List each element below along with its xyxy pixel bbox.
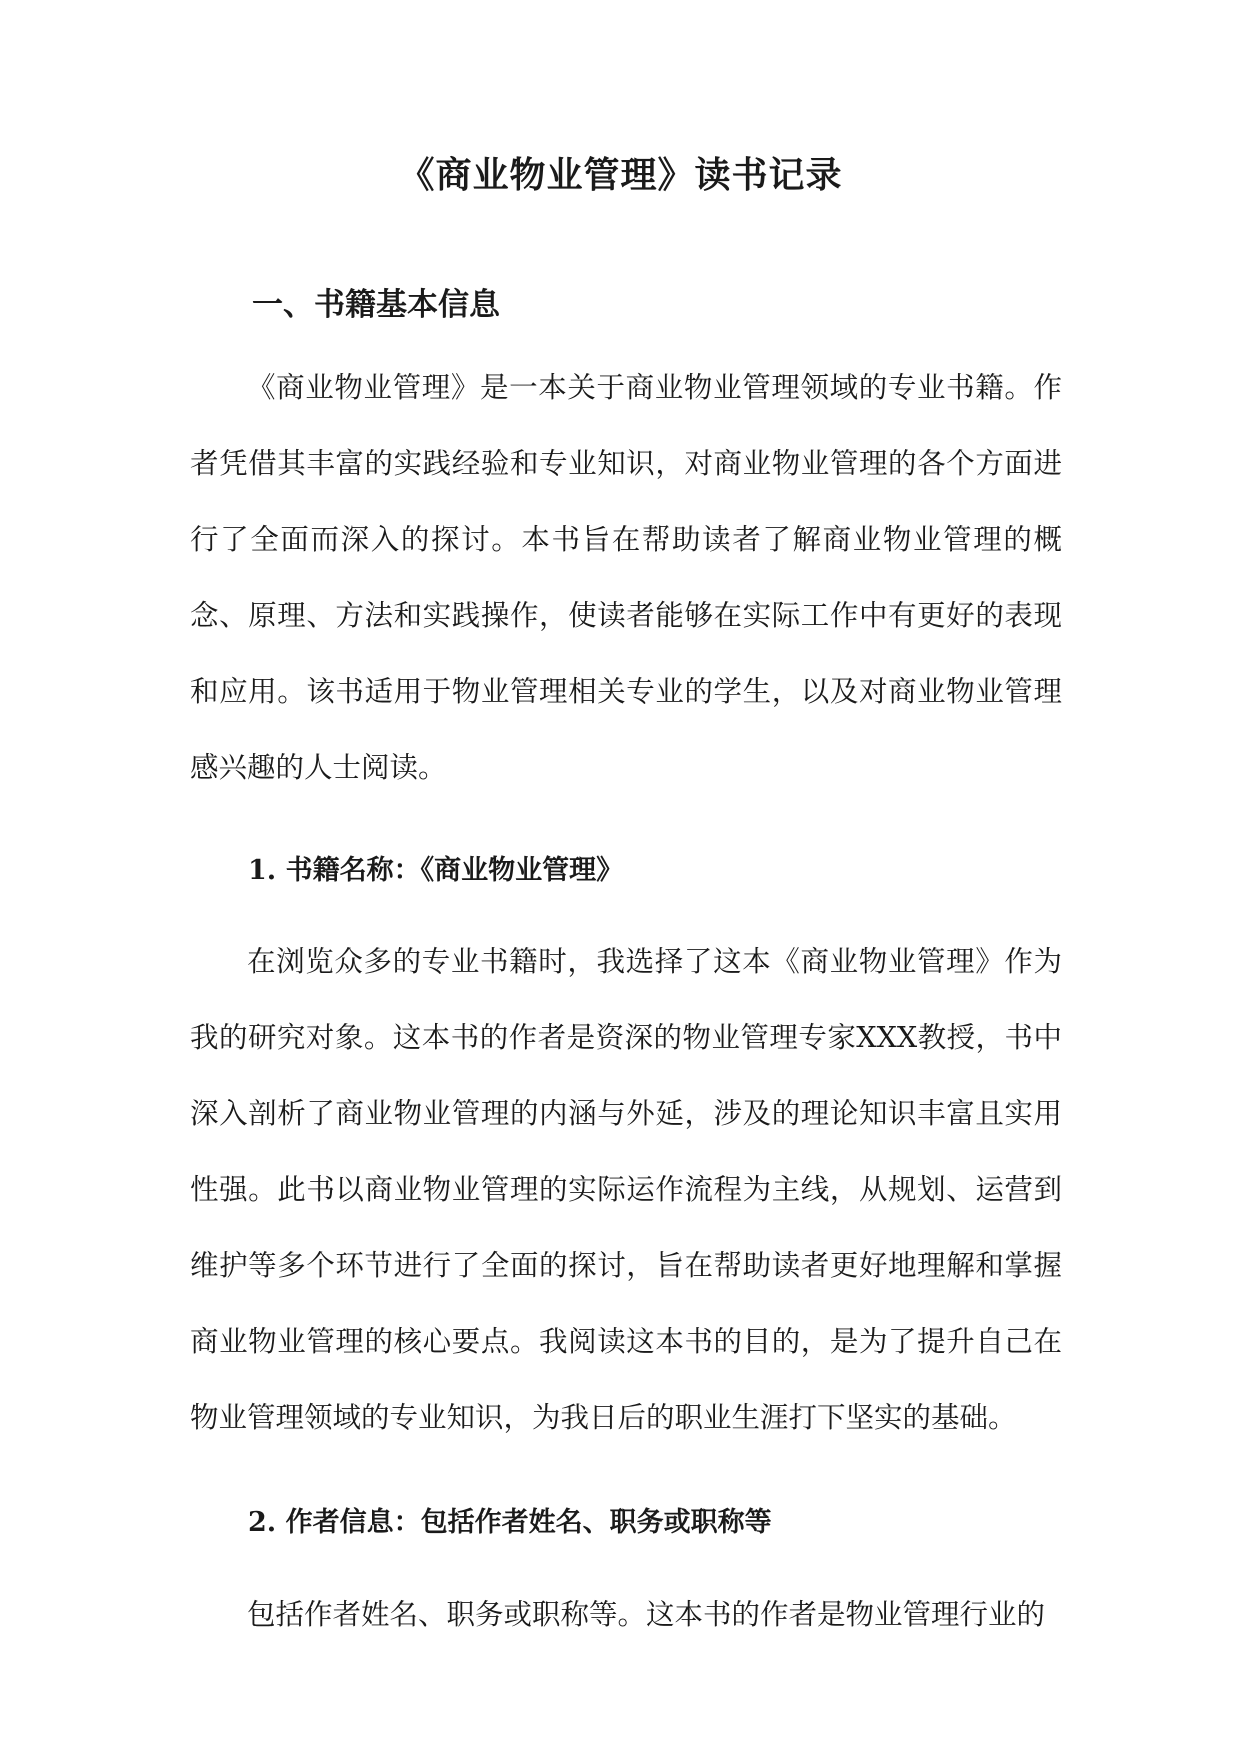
paragraph-book-intro: 《商业物业管理》是一本关于商业物业管理领域的专业书籍。作者凭借其丰富的实践经验和专业知识，对商业物业管理的各个方面进行了全面而深入的探讨。本书旨在帮助读者了解商业物业管理的概念、原理、方法和实践操作，使读者能够在实际工作中有更好的表现和应用。该书适用于物业管理相关专业的学生，以及对商业物业管理感兴趣的人士阅读。	[190, 371, 1062, 784]
paragraph-book-name: 在浏览众多的专业书籍时，我选择了这本《商业物业管理》作为我的研究对象。这本书的作者是资深的物业管理专家XXX教授，书中深入剖析了商业物业管理的内涵与外延，涉及的理论知识丰富且实用性强。此书以商业物业管理的实际运作流程为主线，从规划、运营到维护等多个环节进行了全面的探讨，旨在帮助读者更好地理解和掌握商业物业管理的核心要点。我阅读这本书的目的，是为了提升自己在物业管理领域的专业知识，为我日后的职业生涯打下坚实的基础。	[190, 945, 1062, 1434]
document-title: 《商业物业管理》读书记录	[398, 154, 843, 196]
section-heading-book-info: 一、书籍基本信息	[252, 287, 500, 323]
subheading-book-name: 1. 书籍名称：《商业物业管理》	[248, 855, 624, 886]
paragraph-author-info: 包括作者姓名、职务或职称等。这本书的作者是物业管理行业的	[247, 1598, 1046, 1631]
subheading-author-info: 2. 作者信息：包括作者姓名、职务或职称等	[248, 1507, 772, 1538]
